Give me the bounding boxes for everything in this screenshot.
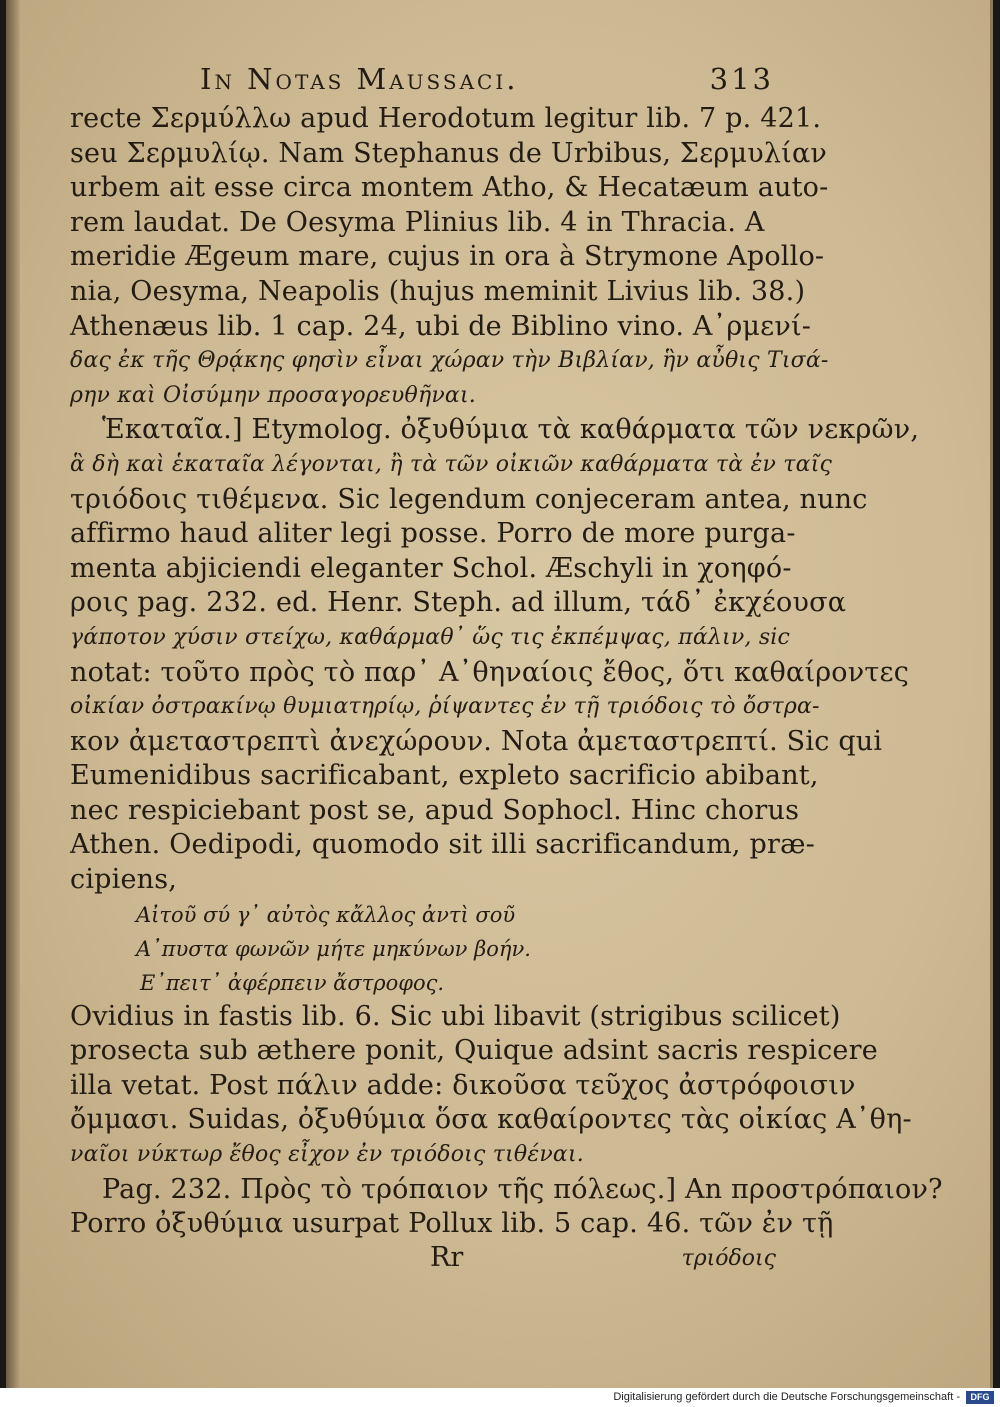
text-line: cipiens, bbox=[70, 864, 178, 896]
text-line: notat: τοῦτο πρὸς τὸ παρ᾽ Α᾽θηναίοις ἔθος, ὅτι καθαίροντες bbox=[70, 656, 910, 688]
text-line: ναῖοι νύκτωρ ἔθος εἶχον ἐν τριόδοις τιθέναι. bbox=[70, 1142, 584, 1168]
text-line: Athen. Oedipodi, quomodo sit illi sacrificandum, præ- bbox=[70, 829, 815, 861]
book-page bbox=[6, 0, 993, 1388]
text-line: Porro ὀξυθύμια usurpat Pollux lib. 5 cap. 46. τῶν ἐν τῇ bbox=[70, 1208, 834, 1240]
text-line: Eumenidibus sacrificabant, expleto sacrificio abibant, bbox=[70, 760, 819, 792]
text-line: ροις pag. 232. ed. Henr. Steph. ad illum, τάδ᾽ ἐκχέουσα bbox=[70, 587, 847, 619]
running-head bbox=[70, 62, 774, 102]
text-line: recte Σερμύλλω apud Herodotum legitur lib. 7 p. 421. bbox=[70, 103, 822, 134]
text-line: τριόδοις τιθέμενα. Sic legendum conjeceram antea, nunc bbox=[70, 483, 868, 515]
verse-line: Α᾽πυστα φωνῶν μήτε μηκύνων βοήν. bbox=[136, 936, 531, 961]
text-line: Ἑκαταῖα.] Etymolog. ὀξυθύμια τὰ καθάρματα τῶν νεκρῶν, bbox=[102, 414, 920, 446]
body-text bbox=[70, 102, 920, 898]
text-block bbox=[70, 62, 943, 1276]
text-line: nec respiciebant post se, apud Sophocl. Hinc chorus bbox=[70, 794, 800, 826]
body-text-continued bbox=[70, 1000, 943, 1242]
text-line: meridie Ægeum mare, cujus in ora à Strymone Apollo- bbox=[70, 241, 825, 273]
text-line: nia, Oesyma, Neapolis (hujus meminit Livius lib. 38.) bbox=[70, 275, 806, 307]
text-line: prosecta sub æthere ponit, Quique adsint sacris respicere bbox=[70, 1035, 878, 1067]
text-line: menta abjiciendi eleganter Schol. Æschyli in χοηφό- bbox=[70, 552, 792, 584]
digitization-footer bbox=[0, 1388, 1000, 1407]
funding-note: Digitalisierung gefördert durch die Deutsche Forschungsgemeinschaft - bbox=[613, 1391, 960, 1403]
text-line: seu Σερμυλίῳ. Nam Stephanus de Urbibus, Σερμυλίαν bbox=[70, 137, 827, 169]
signature-mark: Rr bbox=[430, 1241, 464, 1273]
verse-line: Αἰτοῦ σύ γ᾽ αὐτὸς κἄλλος ἀντὶ σοῦ bbox=[136, 902, 516, 927]
page-foot bbox=[70, 1241, 776, 1276]
text-line: Pag. 232. Πρὸς τὸ τρόπαιον τῆς πόλεως.] An προστρόπαιον? bbox=[102, 1173, 943, 1205]
verse-line: Ε᾽πειτ᾽ ἀφέρπειν ἄστροφος. bbox=[140, 970, 445, 995]
text-line: ρην καὶ Οἰσύμην προσαγορευθῆναι. bbox=[70, 382, 476, 408]
text-line: δας ἐκ τῆς Θρᾴκης φησὶν εἶναι χώραν τὴν Βιβλίαν, ἣν αὖθις Τισά- bbox=[70, 348, 829, 374]
catchword: τριόδοις bbox=[681, 1245, 776, 1271]
page-number: 313 bbox=[709, 62, 774, 96]
running-title: In Notas Maussaci. bbox=[200, 62, 519, 96]
verse-quotation bbox=[70, 898, 770, 1000]
text-line: οἰκίαν ὀστρακίνῳ θυμιατηρίῳ, ῥίψαντες ἐν τῇ τριόδοις τὸ ὄστρα- bbox=[70, 694, 820, 720]
text-line: κον ἀμεταστρεπτὶ ἀνεχώρουν. Nota ἀμεταστρεπτί. Sic qui bbox=[70, 725, 883, 757]
text-line: ὄμμασι. Suidas, ὀξυθύμια ὅσα καθαίροντες τὰς οἰκίας Α᾽θη- bbox=[70, 1104, 912, 1136]
dfg-logo: DFG bbox=[966, 1391, 994, 1404]
text-line: affirmo haud aliter legi posse. Porro de more purga- bbox=[70, 518, 796, 550]
text-line: Athenæus lib. 1 cap. 24, ubi de Biblino vino. Α᾽ρμενί- bbox=[70, 310, 812, 342]
text-line: urbem ait esse circa montem Atho, & Hecatæum auto- bbox=[70, 172, 829, 204]
text-line: ἃ δὴ καὶ ἑκαταῖα λέγονται, ἢ τὰ τῶν οἰκιῶν καθάρματα τὰ ἐν ταῖς bbox=[70, 451, 833, 477]
text-line: Ovidius in fastis lib. 6. Sic ubi libavit (strigibus scilicet) bbox=[70, 1000, 841, 1032]
text-line: rem laudat. De Oesyma Plinius lib. 4 in Thracia. A bbox=[70, 206, 765, 238]
page-binding-edge bbox=[6, 0, 20, 1388]
text-line: γάποτον χύσιν στείχω, καθάρμαθ᾽ ὥς τις ἐκπέμψας, πάλιν, sic bbox=[70, 624, 791, 650]
text-line: illa vetat. Post πάλιν adde: δικοῦσα τεῦχος ἀστρόφοισιν bbox=[70, 1069, 856, 1101]
